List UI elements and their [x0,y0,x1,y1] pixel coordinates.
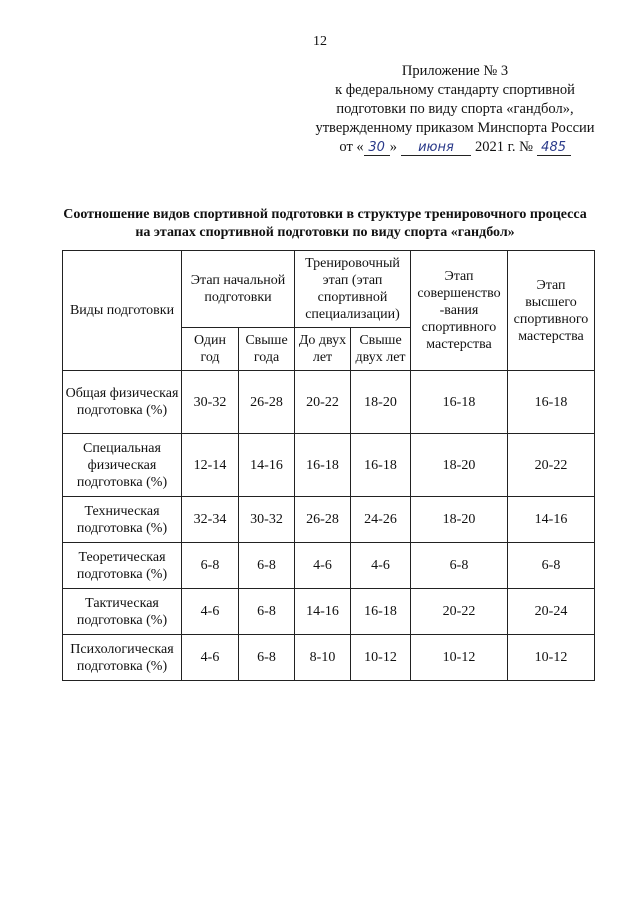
table-cell: 16-18 [351,589,411,635]
subheader-cell: До двух лет [295,328,351,371]
table-cell: 6-8 [239,589,295,635]
date-mid: » [389,139,397,155]
table-cell: 14-16 [508,497,595,543]
table-cell: 6-8 [182,543,239,589]
table-cell: 6-8 [239,635,295,681]
table-cell: 26-28 [295,497,351,543]
subheader-cell: Свыше двух лет [351,328,411,371]
row-label: Теоретическая подготовка (%) [63,543,182,589]
appendix-header [300,62,610,157]
table-cell: 8-10 [295,635,351,681]
table-cell: 26-28 [239,371,295,434]
table-row [63,497,595,543]
table-cell: 4-6 [182,635,239,681]
table-header-row [63,251,595,328]
table-row [63,434,595,497]
table-cell: 12-14 [182,434,239,497]
appendix-line: утвержденному приказом Минспорта России [315,120,595,136]
table-row [63,589,595,635]
table-cell: 14-16 [239,434,295,497]
handwritten-order-number: 485 [537,141,571,156]
table-cell: 4-6 [351,543,411,589]
training-ratio-table [62,250,595,681]
handwritten-month: июня [401,141,471,156]
table-cell: 6-8 [239,543,295,589]
table-cell: 24-26 [351,497,411,543]
table-cell: 6-8 [411,543,508,589]
header-stage-excellence: Этап совершенство -вания спортивного мастерства [411,251,508,371]
subheader-cell: Один год [182,328,239,371]
header-stage-initial: Этап начальной подготовки [182,251,295,328]
appendix-line: Приложение № 3 [401,63,509,79]
header-stage-highest: Этап высшего спортивного мастерства [508,251,595,371]
table-cell: 10-12 [351,635,411,681]
row-label: Техническая подготовка (%) [63,497,182,543]
row-label: Общая физическая подготовка (%) [63,371,182,434]
table-cell: 14-16 [295,589,351,635]
page-number: 12 [313,34,327,49]
handwritten-day: 30 [364,141,390,156]
table-cell: 16-18 [411,371,508,434]
table-cell: 4-6 [295,543,351,589]
table-cell: 20-22 [508,434,595,497]
table-cell: 10-12 [411,635,508,681]
header-stage-training: Тренировочный этап (этап спортивной специализации) [295,251,411,328]
table-cell: 18-20 [351,371,411,434]
table-cell: 30-32 [182,371,239,434]
table-cell: 18-20 [411,434,508,497]
table-cell: 16-18 [351,434,411,497]
date-year: 2021 г. № [474,139,533,155]
table-cell: 16-18 [295,434,351,497]
header-kinds: Виды подготовки [63,251,182,371]
table-row [63,635,595,681]
subheader-cell: Свыше года [239,328,295,371]
row-label: Тактическая подготовка (%) [63,589,182,635]
table-cell: 32-34 [182,497,239,543]
date-prefix: от « [339,139,364,155]
table-cell: 30-32 [239,497,295,543]
table-row [63,371,595,434]
table-row [63,543,595,589]
table-cell: 4-6 [182,589,239,635]
document-title: Соотношение видов спортивной подготовки в структуре тренировочного процесса на этапах спортивной подготовки по виду спорта «гандбол» [63,207,587,240]
appendix-line: к федеральному стандарту спортивной [335,82,575,98]
row-label: Специальная физическая подготовка (%) [63,434,182,497]
appendix-line: подготовки по виду спорта «гандбол», [336,101,574,117]
table-cell: 16-18 [508,371,595,434]
table-cell: 20-24 [508,589,595,635]
table-cell: 20-22 [295,371,351,434]
order-date-line [300,138,610,157]
row-label: Психологическая подготовка (%) [63,635,182,681]
table-cell: 6-8 [508,543,595,589]
table-cell: 10-12 [508,635,595,681]
table-cell: 18-20 [411,497,508,543]
table-cell: 20-22 [411,589,508,635]
